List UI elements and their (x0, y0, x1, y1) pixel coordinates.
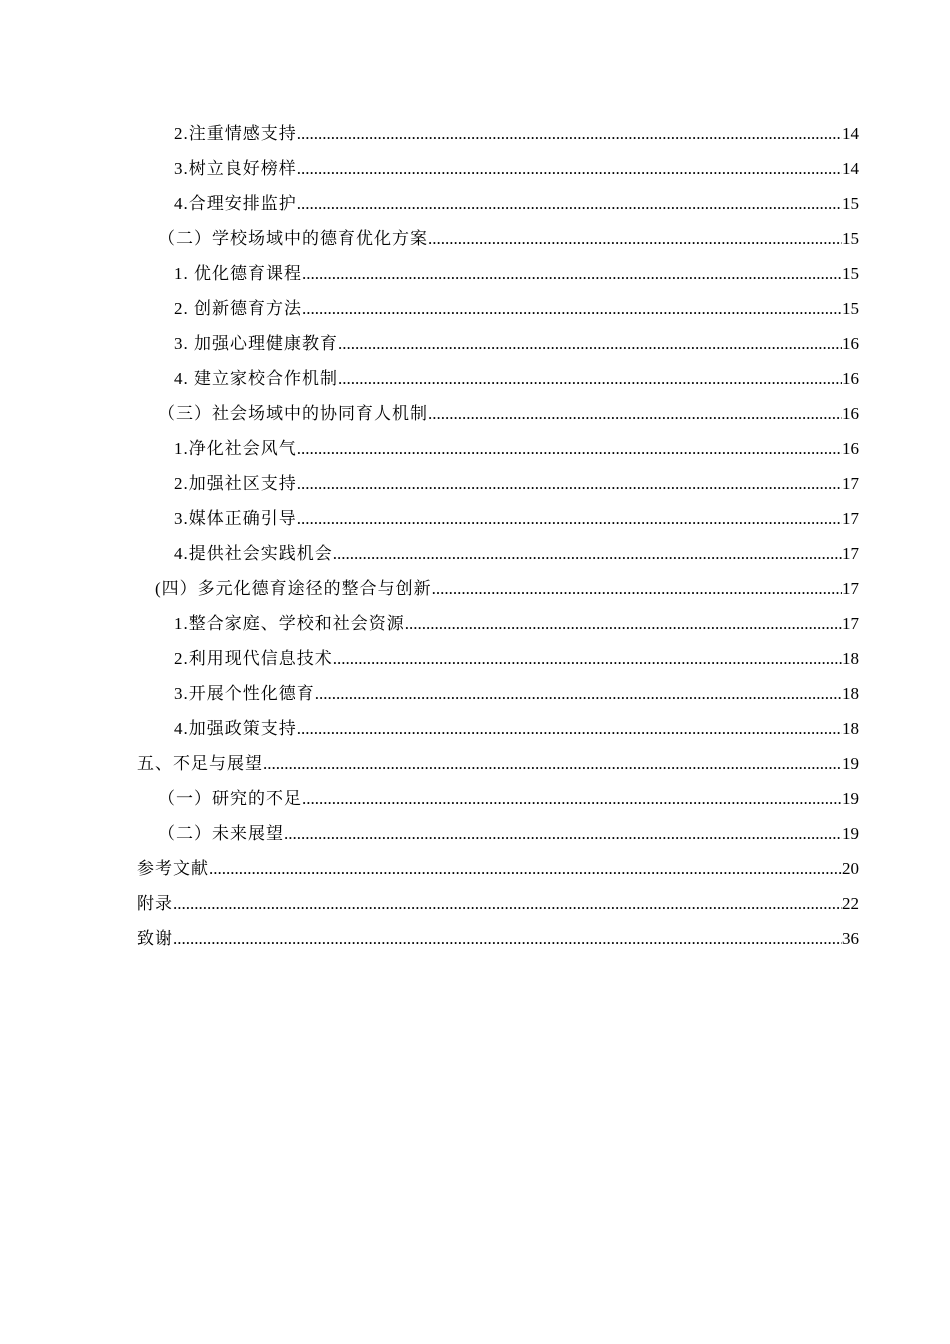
toc-entry-label: 致谢 (137, 929, 173, 948)
toc-entry-page-number: 16 (842, 334, 859, 353)
toc-entry[interactable] (137, 151, 859, 186)
toc-entry-label: 1. 优化德育课程 (174, 264, 302, 283)
toc-entry-label: （二）学校场域中的德育优化方案 (158, 229, 428, 248)
toc-entry[interactable] (137, 501, 859, 536)
toc-entry-label: （一）研究的不足 (158, 789, 302, 808)
toc-entry[interactable] (137, 816, 859, 851)
toc-entry[interactable] (137, 606, 859, 641)
toc-entry[interactable] (137, 186, 859, 221)
toc-entry-page-number: 17 (842, 614, 859, 633)
toc-entry-label: 3. 加强心理健康教育 (174, 334, 338, 353)
toc-entry-label: 五、不足与展望 (137, 754, 263, 773)
toc-entry-label: 4.加强政策支持 (174, 719, 297, 738)
toc-entry-label: 参考文献 (137, 859, 209, 878)
table-of-contents (137, 116, 859, 956)
toc-entry[interactable] (137, 116, 859, 151)
toc-entry[interactable] (137, 536, 859, 571)
toc-entry-page-number: 15 (842, 264, 859, 283)
toc-entry-page-number: 18 (842, 684, 859, 703)
toc-entry-page-number: 14 (842, 124, 859, 143)
toc-entry-label: 3.树立良好榜样 (174, 159, 297, 178)
dot-leader (333, 641, 842, 676)
dot-leader (302, 781, 842, 816)
dot-leader (428, 221, 842, 256)
toc-entry[interactable] (137, 851, 859, 886)
toc-entry-page-number: 18 (842, 719, 859, 738)
dot-leader (297, 711, 842, 746)
toc-entry-label: 2. 创新德育方法 (174, 299, 302, 318)
toc-entry-page-number: 17 (842, 579, 859, 598)
dot-leader (263, 746, 842, 781)
toc-entry-page-number: 15 (842, 299, 859, 318)
toc-entry-page-number: 17 (842, 544, 859, 563)
toc-entry[interactable] (137, 781, 859, 816)
toc-entry-page-number: 22 (842, 894, 859, 913)
dot-leader (338, 326, 842, 361)
dot-leader (297, 501, 842, 536)
dot-leader (173, 886, 842, 921)
toc-entry-label: 2.利用现代信息技术 (174, 649, 333, 668)
toc-entry-page-number: 18 (842, 649, 859, 668)
dot-leader (302, 291, 842, 326)
dot-leader (302, 256, 842, 291)
toc-entry-label: 3.开展个性化德育 (174, 684, 315, 703)
dot-leader (209, 851, 842, 886)
toc-entry-label: 3.媒体正确引导 (174, 509, 297, 528)
dot-leader (333, 536, 842, 571)
toc-entry-page-number: 36 (842, 929, 859, 948)
toc-entry[interactable] (137, 466, 859, 501)
toc-entry[interactable] (137, 326, 859, 361)
dot-leader (297, 431, 842, 466)
dot-leader (432, 571, 842, 606)
toc-entry[interactable] (137, 256, 859, 291)
toc-entry[interactable] (137, 221, 859, 256)
dot-leader (315, 676, 842, 711)
toc-entry[interactable] (137, 431, 859, 466)
toc-entry-label: (四）多元化德育途径的整合与创新 (155, 579, 432, 598)
toc-entry[interactable] (137, 746, 859, 781)
toc-entry-page-number: 17 (842, 474, 859, 493)
toc-entry[interactable] (137, 711, 859, 746)
toc-entry-page-number: 16 (842, 369, 859, 388)
toc-entry-label: 1.净化社会风气 (174, 439, 297, 458)
toc-entry[interactable] (137, 361, 859, 396)
dot-leader (297, 466, 842, 501)
toc-entry-label: （三）社会场域中的协同育人机制 (158, 404, 428, 423)
toc-entry-page-number: 15 (842, 194, 859, 213)
dot-leader (338, 361, 842, 396)
toc-entry-page-number: 20 (842, 859, 859, 878)
toc-entry-label: 4.合理安排监护 (174, 194, 297, 213)
dot-leader (297, 151, 842, 186)
dot-leader (284, 816, 842, 851)
dot-leader (405, 606, 842, 641)
toc-entry-page-number: 16 (842, 439, 859, 458)
toc-entry[interactable] (137, 396, 859, 431)
toc-entry-page-number: 19 (842, 754, 859, 773)
toc-entry-label: 附录 (137, 894, 173, 913)
toc-entry-page-number: 16 (842, 404, 859, 423)
toc-entry-label: 2.加强社区支持 (174, 474, 297, 493)
toc-entry-label: （二）未来展望 (158, 824, 284, 843)
toc-entry[interactable] (137, 571, 859, 606)
toc-entry[interactable] (137, 921, 859, 956)
toc-entry-page-number: 19 (842, 789, 859, 808)
toc-entry[interactable] (137, 886, 859, 921)
toc-entry-label: 1.整合家庭、学校和社会资源 (174, 614, 405, 633)
dot-leader (297, 116, 842, 151)
toc-entry-label: 2.注重情感支持 (174, 124, 297, 143)
toc-entry[interactable] (137, 676, 859, 711)
toc-entry-page-number: 15 (842, 229, 859, 248)
dot-leader (297, 186, 842, 221)
toc-entry[interactable] (137, 641, 859, 676)
dot-leader (428, 396, 842, 431)
toc-entry-page-number: 14 (842, 159, 859, 178)
toc-entry-page-number: 19 (842, 824, 859, 843)
toc-entry-page-number: 17 (842, 509, 859, 528)
toc-entry[interactable] (137, 291, 859, 326)
dot-leader (173, 921, 842, 956)
toc-entry-label: 4.提供社会实践机会 (174, 544, 333, 563)
toc-entry-label: 4. 建立家校合作机制 (174, 369, 338, 388)
